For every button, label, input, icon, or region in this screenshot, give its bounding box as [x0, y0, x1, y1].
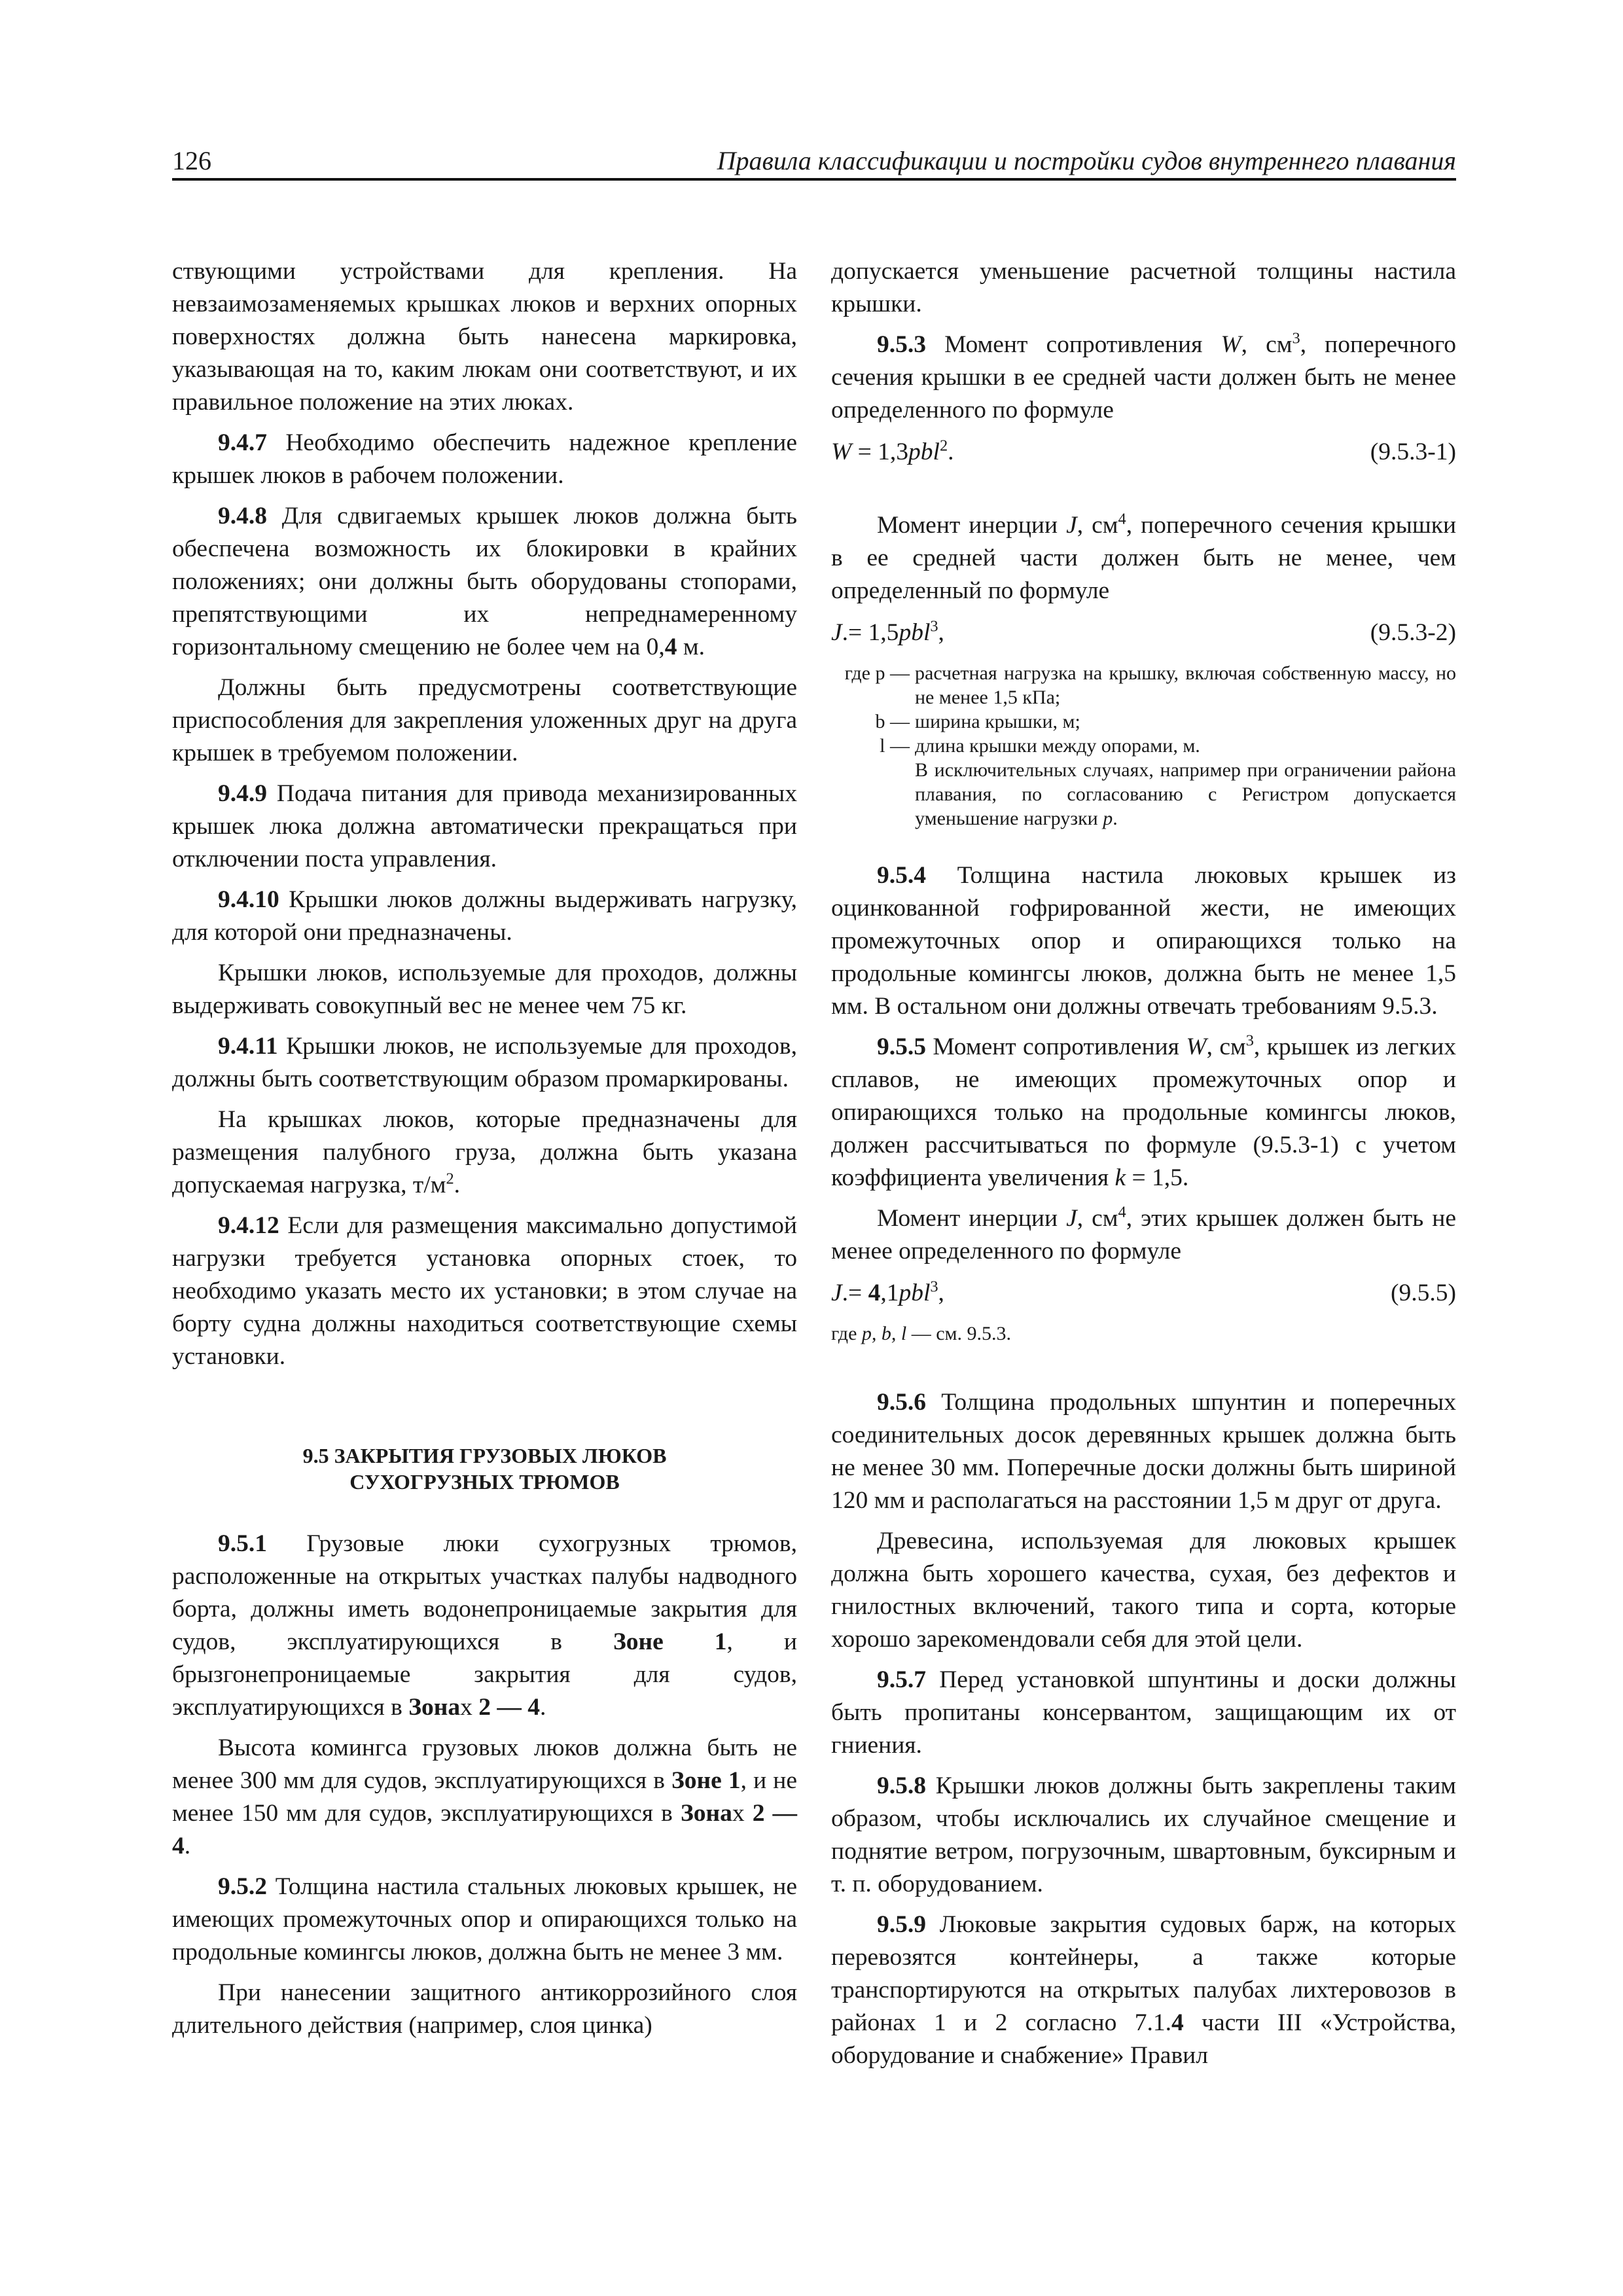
paragraph: Высота комингса грузовых люков должна быть не менее 300 мм для судов, эксплуатирующихся в Зоне 1, и не менее 150 мм для судов, эксплуатирующихся в Зонах 2 — 4.: [172, 1734, 798, 1859]
paragraph-9-5-6: 9.5.6 Толщина продольных шпунтин и поперечных соединительных досок деревянных крышек должна быть не менее 30 мм. Поперечные доски должны быть шириной 120 мм и располагаться на расстоянии 1,5 м друг от друга.: [831, 1389, 1456, 1514]
clause-number: 9.4.11: [218, 1033, 278, 1060]
paragraph: Должны быть предусмотрены соответствующие приспособления для закрепления уложенных друг на друга крышек в требуемом положении.: [172, 674, 797, 766]
paragraph: При нанесении защитного антикоррозийного слоя длительного действия (например, слоя цинка): [172, 1979, 797, 2039]
paragraph-9-5-3: 9.5.3 Момент сопротивления W, $см^3$, поперечного сечения крышки в ее средней части должен быть не менее определенного по формуле: [831, 329, 1457, 423]
clause-number: 9.5.5: [877, 1033, 926, 1060]
paragraph: Крышки люков, используемые для проходов, должны выдерживать совокупный вес не менее чем 75 кг.: [172, 960, 797, 1019]
formula-9-5-3-2: J.= 1,5pbl$^3$, (9.5.3-2): [831, 617, 1456, 649]
clause-number: 9.5.3: [877, 331, 926, 358]
formula-number: (9.5.3-1): [1370, 439, 1456, 465]
paragraph-9-4-7: 9.4.7 Необходимо обеспечить надежное крепление крышек люков в рабочем положении.: [172, 429, 797, 489]
paragraph-9-4-10: 9.4.10 Крышки люков должны выдерживать нагрузку, для которой они предназначены.: [172, 886, 797, 946]
clause-number: 9.4.8: [218, 503, 267, 529]
clause-number: 9.5.7: [877, 1666, 926, 1693]
page-header: [172, 145, 1456, 181]
paragraph-9-5-2: 9.5.2 Толщина настила стальных люковых крышек, не имеющих промежуточных опор и опирающихся только на продольные комингсы люков, должна быть не менее 3 мм.: [172, 1873, 797, 1965]
paragraph-9-4-11: 9.4.11 Крышки люков, не используемые для проходов, должны быть соответствующим образом промаркированы.: [172, 1033, 797, 1092]
section-heading: 9.5 ЗАКРЫТИЯ ГРУЗОВЫХ ЛЮКОВ СУХОГРУЗНЫХ ТРЮМОВ: [302, 1444, 667, 1494]
paragraph: На крышках люков, которые предназначены для размещения палубного груза, должна быть указана допускаемая нагрузка, $т/м^2$.: [172, 1106, 797, 1198]
paragraph-9-4-12: 9.4.12 Если для размещения максимально допустимой нагрузки требуется установка опорных стоек, то необходимо указать место их установки; в этом случае на борту судна должны находиться соответствующие схемы установки.: [172, 1212, 797, 1370]
page-number: 126: [172, 146, 211, 175]
paragraph: допускается уменьшение расчетной толщины настила крышки.: [831, 258, 1456, 317]
paragraph-9-5-8: 9.5.8 Крышки люков должны быть закреплены таким образом, чтобы исключались их случайное смещение и поднятие ветром, погрузочным, швартовным, буксирным и т. п. оборудованием.: [831, 1772, 1456, 1897]
paragraph-9-4-9: 9.4.9 Подача питания для привода механизированных крышек люка должна автоматически прекращаться при отключении поста управления.: [172, 780, 797, 872]
clause-number: 9.4.7: [218, 429, 267, 456]
paragraph-9-5-9: 9.5.9 Люковые закрытия судовых барж, на которых перевозятся контейнеры, а также которые транспортируются на открытых палубах лихтеровозов в районах 1 и 2 согласно 7.1.4 части III «Устройства, оборудование и снабжение» Правил: [831, 1911, 1456, 2069]
paragraph-9-5-1: 9.5.1 Грузовые люки сухогрузных трюмов, расположенные на открытых участках палубы надводного борта, должны иметь водонепроницаемые закрытия для судов, эксплуатирующихся в Зоне 1, и брызгонепроницаемые закрытия для судов, эксплуатирующихся в Зонах 2 — 4.: [172, 1530, 797, 1721]
clause-number: 9.5.8: [877, 1772, 926, 1799]
paragraph-9-4-8: 9.4.8 Для сдвигаемых крышек люков должна быть обеспечена возможность их блокировки в крайних положениях; они должны быть оборудованы стопорами, препятствующими их непреднамеренному горизонтальному смещению не более чем на 0,4 м.: [172, 503, 797, 660]
paragraph: Древесина, используемая для люковых крышек должна быть хорошего качества, сухая, без дефектов и гнилостных включений, такого типа и сорта, которые хорошо зарекомендовали себя для этой цели.: [831, 1528, 1456, 1653]
formula-number: (9.5.5): [1391, 1280, 1456, 1306]
clause-number: 9.5.2: [218, 1873, 267, 1900]
paragraph: ствующими устройствами для крепления. На невзаимозаменяемых крышках люков и верхних опорных поверхностях должна быть нанесена маркировка, указывающая на то, каким люкам они соответствуют, и их правильное положение на этих люках.: [172, 258, 797, 416]
paragraph-9-5-5: 9.5.5 Момент сопротивления W, $см^3$, крышек из легких сплавов, не имеющих промежуточных опор и опирающихся только на продольные комингсы люков, должен рассчитываться по формуле (9.5.3-1) с учетом коэффициента увеличения k = 1,5.: [831, 1031, 1457, 1191]
paragraph: Момент инерции J, $см^4$, поперечного сечения крышки в ее средней части должен быть не менее, чем определенный по формуле: [831, 510, 1457, 604]
clause-number: 9.4.12: [218, 1212, 279, 1239]
formula-9-5-3-1: W = 1,3pbl$^2$. (9.5.3-1): [831, 436, 1456, 469]
right-column: [831, 255, 1456, 2072]
formula-number: (9.5.3-2): [1370, 619, 1456, 646]
paragraph-9-5-4: 9.5.4 Толщина настила люковых крышек из оцинкованной гофрированной жести, не имеющих промежуточных опор и опирающихся только на продольные комингсы люков, должна быть не менее 1,5 мм. В остальном они должны отвечать требованиям 9.5.3.: [831, 862, 1456, 1020]
clause-number: 9.5.4: [877, 862, 926, 889]
left-column: [172, 255, 797, 2042]
running-title: Правила классификации и постройки судов внутреннего плавания: [717, 146, 1456, 175]
clause-number: 9.4.10: [218, 886, 279, 913]
where-block: где p — расчетная нагрузка на крышку, включая собственную массу, но не менее 1,5 кПа; b — ширина крышки, м; l — длина крышки между опорами, м. В исключительных случаях, например при ограничении района плавания, по согласованию с Регистром допускается уменьшение нагрузки p.: [844, 662, 1456, 829]
paragraph-9-5-7: 9.5.7 Перед установкой шпунтины и доски должны быть пропитаны консервантом, защищающим их от гниения.: [831, 1666, 1456, 1759]
where-block: где p, b, l — см. 9.5.3.: [831, 1323, 1012, 1344]
paragraph: Момент инерции J, $см^4$, этих крышек должен быть не менее определенного по формуле: [831, 1203, 1457, 1265]
clause-number: 9.4.9: [218, 780, 267, 807]
clause-number: 9.5.6: [877, 1389, 926, 1416]
clause-number: 9.5.1: [218, 1530, 267, 1557]
clause-number: 9.5.9: [877, 1911, 926, 1938]
formula-9-5-5: J.= 4,1pbl$^3$, (9.5.5): [831, 1277, 1456, 1310]
